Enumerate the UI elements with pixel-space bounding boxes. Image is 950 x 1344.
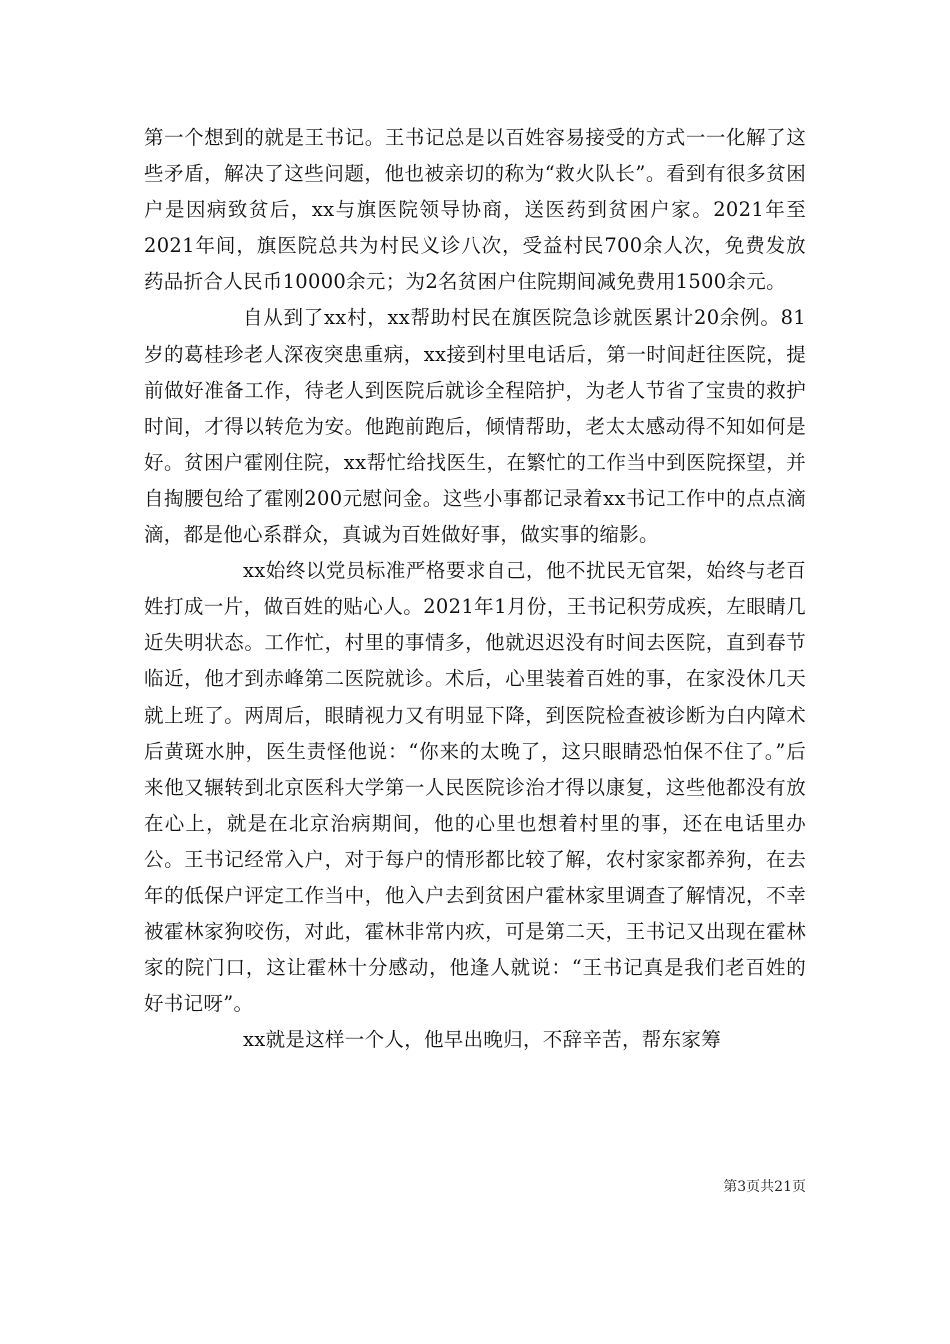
paragraph-4: xx就是这样一个人，他早出晚归，不辞辛苦，帮东家筹 xyxy=(243,1028,721,1052)
paragraph-1: 第一个想到的就是王书记。王书记总是以百姓容易接受的方式一一化解了这些矛盾，解决了这些问题，他也被亲切的称为“救火队长”。看到有很多贫困户是因病致贫后，xx与旗医院领导协商，送医药到贫困户家。2021年至2021年间，旗医院总共为村民义诊八次，受益村民700余人次，免费发放药品折合人民币10000余元；为2名贫困户住院期间减免费用1500余元。 xyxy=(144,126,806,294)
page-number-footer: 第3页共21页 xyxy=(723,1179,806,1195)
paragraph-2: 自从到了xx村，xx帮助村民在旗医院急诊就医累计20余例。81岁的葛桂珍老人深夜突患重病，xx接到村里电话后，第一时间赶往医院，提前做好准备工作，待老人到医院后就诊全程陪护，为老人节省了宝贵的救护时间，才得以转危为安。他跑前跑后，倾情帮助，老太太感动得不知如何是好。贫困户霍刚住院，xx帮忙给找医生，在繁忙的工作当中到医院探望，并自掏腰包给了霍刚200元慰问金。这些小事都记录着xx书记工作中的点点滴滴，都是他心系群众，真诚为百姓做好事，做实事的缩影。 xyxy=(144,306,806,547)
document-body xyxy=(144,120,806,1058)
paragraph-3: xx始终以党员标准严格要求自己，他不扰民无官架，始终与老百姓打成一片，做百姓的贴心人。2021年1月份，王书记积劳成疾，左眼睛几近失明状态。工作忙，村里的事情多，他就迟迟没有时间去医院，直到春节临近，他才到赤峰第二医院就诊。术后，心里装着百姓的事，在家没休几天就上班了。两周后，眼睛视力又有明显下降，到医院检查被诊断为白内障术后黄斑水肿，医生责怪他说：“你来的太晚了，这只眼睛恐怕保不住了。”后来他又辗转到北京医科大学第一人民医院诊治才得以康复，这些他都没有放在心上，就是在北京治病期间，他的心里也想着村里的事，还在电话里办公。王书记经常入户，对于每户的情形都比较了解，农村家家都养狗，在去年的低保户评定工作当中，他入户去到贫困户霍林家里调查了解情况，不幸被霍林家狗咬伤，对此，霍林非常内疚，可是第二天，王书记又出现在霍林家的院门口，这让霍林十分感动，他逢人就说：“王书记真是我们老百姓的好书记呀”。 xyxy=(144,559,806,1016)
